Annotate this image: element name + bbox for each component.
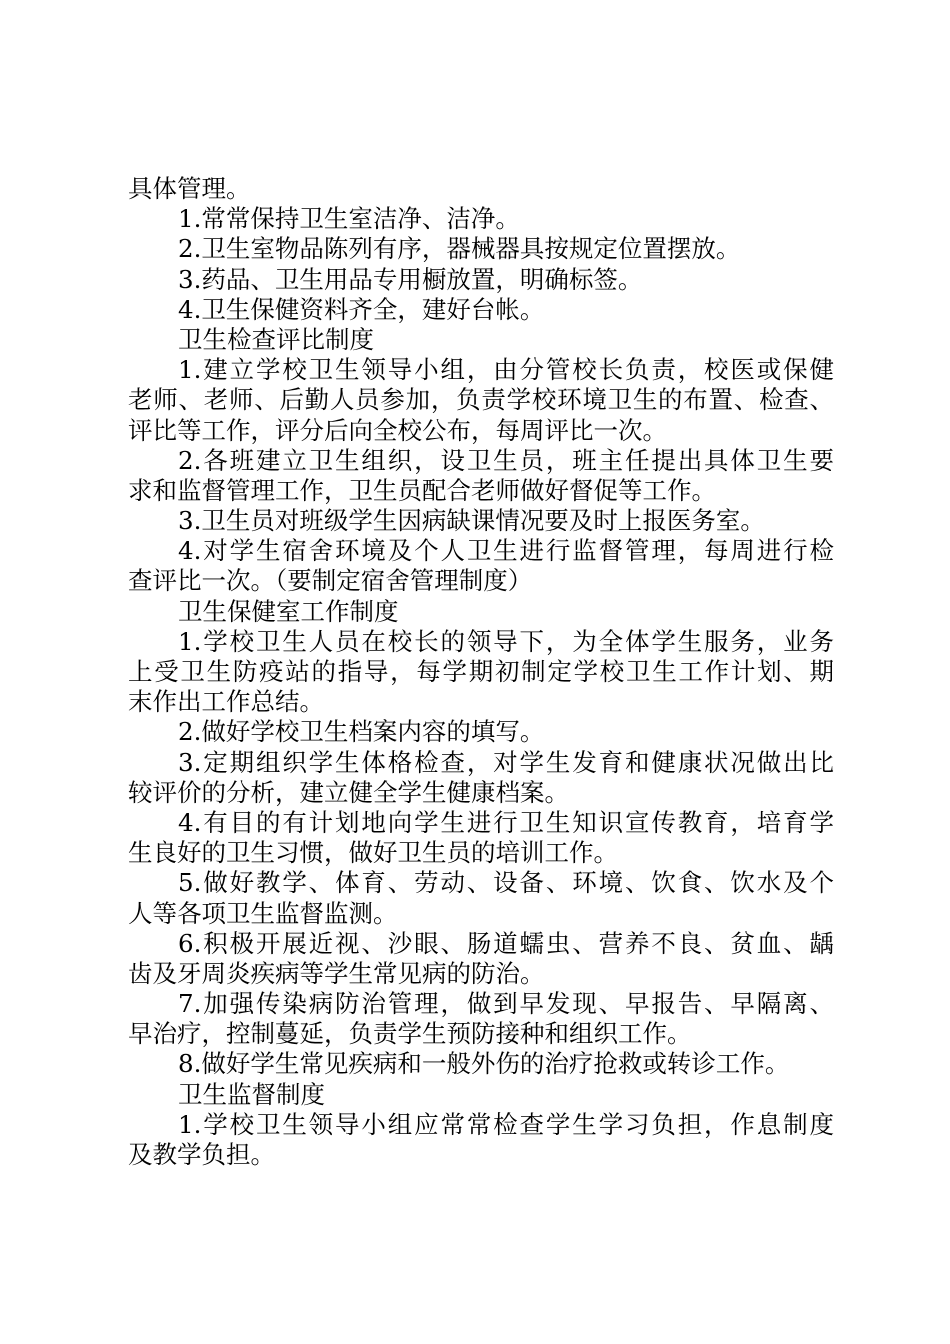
text-line: 早治疗，控制蔓延，负责学生预防接种和组织工作。 <box>128 1019 692 1049</box>
text-line: 1.常常保持卫生室洁净、洁净。 <box>178 204 520 234</box>
text-line: 及教学负担。 <box>128 1140 275 1169</box>
text-line: 1.学校卫生领导小组应常常检查学生学习负担，作息制度 <box>178 1109 834 1139</box>
text-line: 2.各班建立卫生组织，设卫生员，班主任提出具体卫生要 <box>178 445 834 475</box>
text-line: 上受卫生防疫站的指导，每学期初制定学校卫生工作计划、期 <box>128 657 834 686</box>
text-line: 卫生监督制度 <box>178 1079 325 1109</box>
text-line: 6.积极开展近视、沙眼、肠道蠕虫、营养不良、贫血、龋 <box>178 928 834 958</box>
text-line: 2.卫生室物品陈列有序，器械器具按规定位置摆放。 <box>178 234 741 264</box>
text-line: 2.做好学校卫生档案内容的填写。 <box>178 717 545 747</box>
text-line: 末作出工作总结。 <box>128 687 324 717</box>
text-line: 具体管理。 <box>128 174 251 203</box>
text-line: 生良好的卫生习惯，做好卫生员的培训工作。 <box>128 838 618 868</box>
text-line: 1.建立学校卫生领导小组，由分管校长负责，校医或保健 <box>178 355 834 385</box>
text-line: 4.卫生保健资料齐全，建好台帐。 <box>178 294 545 324</box>
text-line: 人等各项卫生监督监测。 <box>128 898 398 928</box>
text-line: 齿及牙周炎疾病等学生常见病的防治。 <box>128 958 545 988</box>
text-line: 较评价的分析，建立健全学生健康档案。 <box>128 777 569 807</box>
document-body <box>128 174 834 1170</box>
text-line: 3.卫生员对班级学生因病缺课情况要及时上报医务室。 <box>178 506 765 536</box>
text-line: 卫生检查评比制度 <box>178 324 374 354</box>
text-line: 5.做好教学、体育、劳动、设备、环境、饮食、饮水及个 <box>178 868 834 898</box>
text-line: 4.有目的有计划地向学生进行卫生知识宣传教育，培育学 <box>178 807 834 837</box>
text-line: 8.做好学生常见疾病和一般外伤的治疗抢救或转诊工作。 <box>178 1049 790 1079</box>
text-line: 老师、老师、后勤人员参加，负责学校环境卫生的布置、检查、 <box>128 385 834 415</box>
text-line: 评比等工作，评分后向全校公布，每周评比一次。 <box>128 415 667 445</box>
text-line: 卫生保健室工作制度 <box>178 596 399 626</box>
text-line: 3.定期组织学生体格检查，对学生发育和健康状况做出比 <box>178 747 834 777</box>
text-line: 查评比一次。（要制定宿舍管理制度） <box>128 566 533 596</box>
text-line: 求和监督管理工作，卫生员配合老师做好督促等工作。 <box>128 475 716 505</box>
text-line: 3.药品、卫生用品专用橱放置，明确标签。 <box>178 264 643 294</box>
text-line: 4.对学生宿舍环境及个人卫生进行监督管理，每周进行检 <box>178 536 834 566</box>
text-line: 7.加强传染病防治管理，做到早发现、早报告、早隔离、 <box>178 989 834 1019</box>
text-line: 1.学校卫生人员在校长的领导下，为全体学生服务，业务 <box>178 626 834 656</box>
